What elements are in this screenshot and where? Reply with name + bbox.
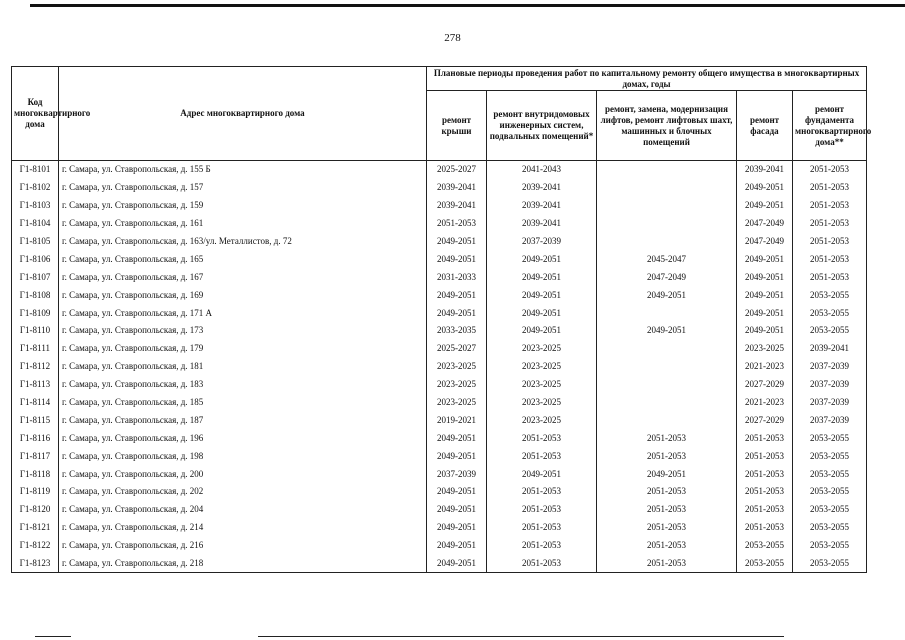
row-code: Г1-8120: [12, 501, 59, 519]
row-facade: 2051-2053: [737, 519, 793, 537]
row-code: Г1-8110: [12, 322, 59, 340]
row-address: г. Самара, ул. Ставропольская, д. 163/ул. Металлистов, д. 72: [59, 233, 427, 251]
row-roof: 2023-2025: [427, 358, 487, 376]
header-facade: ремонт фасада: [737, 91, 793, 161]
table-row: [12, 537, 867, 555]
table-row: [12, 233, 867, 251]
row-code: Г1-8102: [12, 179, 59, 197]
row-facade: 2049-2051: [737, 179, 793, 197]
row-roof: 2049-2051: [427, 519, 487, 537]
table-row: [12, 483, 867, 501]
top-rule: [30, 4, 905, 7]
row-foundation: 2051-2053: [793, 233, 867, 251]
row-lifts: 2051-2053: [597, 519, 737, 537]
row-code: Г1-8114: [12, 394, 59, 412]
row-address: г. Самара, ул. Ставропольская, д. 157: [59, 179, 427, 197]
table-row: [12, 411, 867, 429]
row-roof: 2049-2051: [427, 429, 487, 447]
row-foundation: 2037-2039: [793, 376, 867, 394]
table-body: [12, 161, 867, 573]
row-engineering: 2037-2039: [487, 233, 597, 251]
row-engineering: 2051-2053: [487, 555, 597, 573]
row-address: г. Самара, ул. Ставропольская, д. 179: [59, 340, 427, 358]
row-address: г. Самара, ул. Ставропольская, д. 185: [59, 394, 427, 412]
row-roof: 2049-2051: [427, 501, 487, 519]
table-row: [12, 197, 867, 215]
table-row: [12, 447, 867, 465]
row-address: г. Самара, ул. Ставропольская, д. 183: [59, 376, 427, 394]
row-code: Г1-8108: [12, 286, 59, 304]
row-address: г. Самара, ул. Ставропольская, д. 155 Б: [59, 161, 427, 179]
row-roof: 2025-2027: [427, 161, 487, 179]
row-lifts: [597, 197, 737, 215]
footer-rule-main: [258, 636, 784, 637]
row-lifts: 2051-2053: [597, 537, 737, 555]
row-address: г. Самара, ул. Ставропольская, д. 181: [59, 358, 427, 376]
table-row: [12, 179, 867, 197]
row-facade: 2051-2053: [737, 429, 793, 447]
row-roof: 2049-2051: [427, 304, 487, 322]
row-foundation: 2053-2055: [793, 286, 867, 304]
row-engineering: 2039-2041: [487, 197, 597, 215]
row-facade: 2051-2053: [737, 483, 793, 501]
row-facade: 2053-2055: [737, 555, 793, 573]
row-lifts: [597, 304, 737, 322]
row-lifts: 2051-2053: [597, 483, 737, 501]
row-foundation: 2053-2055: [793, 429, 867, 447]
row-engineering: 2023-2025: [487, 340, 597, 358]
row-engineering: 2023-2025: [487, 411, 597, 429]
row-roof: 2049-2051: [427, 286, 487, 304]
row-foundation: 2051-2053: [793, 250, 867, 268]
row-roof: 2031-2033: [427, 268, 487, 286]
row-engineering: 2049-2051: [487, 304, 597, 322]
row-facade: 2051-2053: [737, 447, 793, 465]
row-roof: 2025-2027: [427, 340, 487, 358]
table-row: [12, 429, 867, 447]
row-engineering: 2041-2043: [487, 161, 597, 179]
row-address: г. Самара, ул. Ставропольская, д. 214: [59, 519, 427, 537]
page-number: 278: [444, 32, 461, 44]
footer-rule-left: [35, 636, 71, 637]
header-periods: Плановые периоды проведения работ по капитальному ремонту общего имущества в многоквартирных домах, годы: [427, 67, 867, 91]
row-code: Г1-8123: [12, 555, 59, 573]
row-lifts: 2051-2053: [597, 429, 737, 447]
row-code: Г1-8101: [12, 161, 59, 179]
row-facade: 2049-2051: [737, 197, 793, 215]
header-lifts: ремонт, замена, модернизация лифтов, ремонт лифтовых шахт, машинных и блочных помещений: [597, 91, 737, 161]
row-lifts: 2051-2053: [597, 501, 737, 519]
row-facade: 2049-2051: [737, 322, 793, 340]
header-roof: ремонт крыши: [427, 91, 487, 161]
row-engineering: 2051-2053: [487, 447, 597, 465]
row-lifts: 2045-2047: [597, 250, 737, 268]
row-roof: 2039-2041: [427, 197, 487, 215]
row-engineering: 2023-2025: [487, 376, 597, 394]
row-lifts: [597, 161, 737, 179]
row-address: г. Самара, ул. Ставропольская, д. 216: [59, 537, 427, 555]
row-roof: 2049-2051: [427, 447, 487, 465]
row-address: г. Самара, ул. Ставропольская, д. 169: [59, 286, 427, 304]
row-engineering: 2049-2051: [487, 465, 597, 483]
row-facade: 2021-2023: [737, 358, 793, 376]
row-code: Г1-8118: [12, 465, 59, 483]
row-code: Г1-8115: [12, 411, 59, 429]
table-row: [12, 501, 867, 519]
table-row: [12, 286, 867, 304]
table-row: [12, 376, 867, 394]
row-foundation: 2053-2055: [793, 501, 867, 519]
row-code: Г1-8109: [12, 304, 59, 322]
row-roof: 2049-2051: [427, 250, 487, 268]
row-address: г. Самара, ул. Ставропольская, д. 171 А: [59, 304, 427, 322]
row-foundation: 2053-2055: [793, 537, 867, 555]
row-lifts: [597, 394, 737, 412]
table-row: [12, 161, 867, 179]
table-row: [12, 304, 867, 322]
row-lifts: [597, 340, 737, 358]
row-facade: 2027-2029: [737, 411, 793, 429]
row-facade: 2051-2053: [737, 501, 793, 519]
row-lifts: 2049-2051: [597, 465, 737, 483]
row-lifts: 2051-2053: [597, 555, 737, 573]
row-engineering: 2023-2025: [487, 394, 597, 412]
row-code: Г1-8119: [12, 483, 59, 501]
row-address: г. Самара, ул. Ставропольская, д. 167: [59, 268, 427, 286]
row-roof: 2023-2025: [427, 376, 487, 394]
row-lifts: [597, 358, 737, 376]
row-engineering: 2039-2041: [487, 179, 597, 197]
row-facade: 2049-2051: [737, 250, 793, 268]
row-foundation: 2053-2055: [793, 465, 867, 483]
row-foundation: 2037-2039: [793, 394, 867, 412]
row-facade: 2021-2023: [737, 394, 793, 412]
table-row: [12, 555, 867, 573]
row-address: г. Самара, ул. Ставропольская, д. 173: [59, 322, 427, 340]
row-code: Г1-8103: [12, 197, 59, 215]
row-roof: 2023-2025: [427, 394, 487, 412]
table-row: [12, 340, 867, 358]
row-facade: 2047-2049: [737, 233, 793, 251]
table-row: [12, 465, 867, 483]
table-row: [12, 519, 867, 537]
row-engineering: 2023-2025: [487, 358, 597, 376]
header-foundation: ремонт фундамента многоквартирного дома**: [793, 91, 867, 161]
row-foundation: 2051-2053: [793, 161, 867, 179]
row-engineering: 2051-2053: [487, 429, 597, 447]
row-foundation: 2037-2039: [793, 358, 867, 376]
row-foundation: 2053-2055: [793, 555, 867, 573]
row-code: Г1-8107: [12, 268, 59, 286]
row-address: г. Самара, ул. Ставропольская, д. 218: [59, 555, 427, 573]
row-facade: 2049-2051: [737, 268, 793, 286]
row-roof: 2039-2041: [427, 179, 487, 197]
row-code: Г1-8105: [12, 233, 59, 251]
row-engineering: 2049-2051: [487, 250, 597, 268]
row-engineering: 2049-2051: [487, 322, 597, 340]
row-lifts: 2049-2051: [597, 322, 737, 340]
row-roof: 2049-2051: [427, 555, 487, 573]
row-engineering: 2051-2053: [487, 519, 597, 537]
row-facade: 2053-2055: [737, 537, 793, 555]
row-facade: 2049-2051: [737, 286, 793, 304]
row-lifts: 2051-2053: [597, 447, 737, 465]
table-row: [12, 250, 867, 268]
row-facade: 2023-2025: [737, 340, 793, 358]
table-row: [12, 322, 867, 340]
row-lifts: [597, 233, 737, 251]
row-roof: 2049-2051: [427, 483, 487, 501]
table-row: [12, 358, 867, 376]
capital-repair-table: [11, 66, 872, 573]
table-row: [12, 215, 867, 233]
row-engineering: 2039-2041: [487, 215, 597, 233]
row-engineering: 2051-2053: [487, 483, 597, 501]
row-foundation: 2039-2041: [793, 340, 867, 358]
row-code: Г1-8112: [12, 358, 59, 376]
row-facade: 2027-2029: [737, 376, 793, 394]
table-row: [12, 394, 867, 412]
row-engineering: 2051-2053: [487, 501, 597, 519]
table-row: [12, 268, 867, 286]
row-foundation: 2053-2055: [793, 447, 867, 465]
row-foundation: 2053-2055: [793, 304, 867, 322]
row-foundation: 2037-2039: [793, 411, 867, 429]
row-foundation: 2051-2053: [793, 179, 867, 197]
row-foundation: 2053-2055: [793, 519, 867, 537]
row-roof: 2033-2035: [427, 322, 487, 340]
row-engineering: 2049-2051: [487, 286, 597, 304]
row-lifts: [597, 179, 737, 197]
row-roof: 2037-2039: [427, 465, 487, 483]
row-foundation: 2051-2053: [793, 215, 867, 233]
row-address: г. Самара, ул. Ставропольская, д. 202: [59, 483, 427, 501]
row-address: г. Самара, ул. Ставропольская, д. 198: [59, 447, 427, 465]
row-address: г. Самара, ул. Ставропольская, д. 165: [59, 250, 427, 268]
row-address: г. Самара, ул. Ставропольская, д. 200: [59, 465, 427, 483]
row-code: Г1-8116: [12, 429, 59, 447]
row-address: г. Самара, ул. Ставропольская, д. 196: [59, 429, 427, 447]
header-address: Адрес многоквартирного дома: [59, 67, 427, 161]
row-lifts: 2049-2051: [597, 286, 737, 304]
row-roof: 2049-2051: [427, 233, 487, 251]
row-facade: 2039-2041: [737, 161, 793, 179]
row-facade: 2047-2049: [737, 215, 793, 233]
row-foundation: 2051-2053: [793, 197, 867, 215]
row-address: г. Самара, ул. Ставропольская, д. 204: [59, 501, 427, 519]
row-lifts: [597, 215, 737, 233]
row-facade: 2051-2053: [737, 465, 793, 483]
row-code: Г1-8121: [12, 519, 59, 537]
row-lifts: [597, 376, 737, 394]
row-roof: 2019-2021: [427, 411, 487, 429]
row-lifts: 2047-2049: [597, 268, 737, 286]
row-code: Г1-8113: [12, 376, 59, 394]
row-code: Г1-8111: [12, 340, 59, 358]
header-engineering: ремонт внутридомовых инженерных систем, подвальных помещений*: [487, 91, 597, 161]
row-address: г. Самара, ул. Ставропольская, д. 187: [59, 411, 427, 429]
row-address: г. Самара, ул. Ставропольская, д. 159: [59, 197, 427, 215]
row-address: г. Самара, ул. Ставропольская, д. 161: [59, 215, 427, 233]
row-foundation: 2053-2055: [793, 483, 867, 501]
row-roof: 2049-2051: [427, 537, 487, 555]
row-code: Г1-8104: [12, 215, 59, 233]
row-lifts: [597, 411, 737, 429]
row-foundation: 2051-2053: [793, 268, 867, 286]
row-facade: 2049-2051: [737, 304, 793, 322]
row-roof: 2051-2053: [427, 215, 487, 233]
row-code: Г1-8122: [12, 537, 59, 555]
row-code: Г1-8106: [12, 250, 59, 268]
row-foundation: 2053-2055: [793, 322, 867, 340]
row-engineering: 2049-2051: [487, 268, 597, 286]
row-code: Г1-8117: [12, 447, 59, 465]
header-code: Код многоквартирного дома: [12, 67, 59, 161]
row-engineering: 2051-2053: [487, 537, 597, 555]
